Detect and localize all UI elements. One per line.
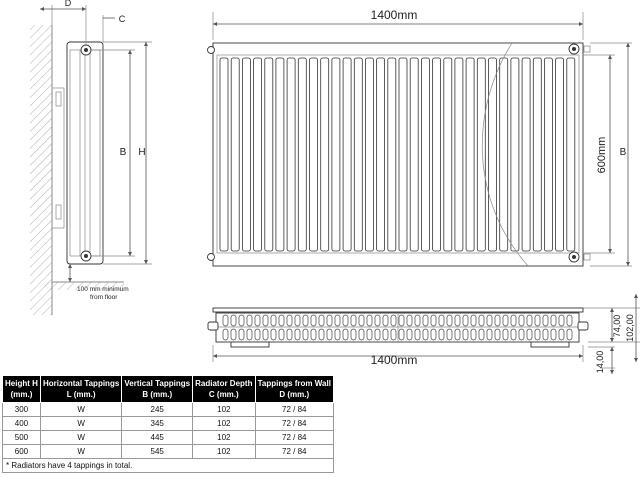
convector-fin-lower <box>567 329 572 340</box>
convector-fin-lower <box>335 329 340 340</box>
side-view <box>30 0 152 315</box>
convector-fin-lower <box>535 329 540 340</box>
convector-fin-upper <box>319 315 324 326</box>
radiator-fin <box>511 58 519 251</box>
convector-fin-lower <box>431 329 436 340</box>
convector-fin-lower <box>327 329 332 340</box>
radiator-fin <box>254 58 262 251</box>
convector-fin-lower <box>263 329 268 340</box>
radiator-fin <box>477 58 485 251</box>
floor-note-line2: from floor <box>90 294 118 301</box>
radiator-fin <box>298 58 306 251</box>
convector-fin-upper <box>271 315 276 326</box>
front-top-left-tapping <box>208 47 215 54</box>
convector-fin-upper <box>551 315 556 326</box>
radiator-fin <box>276 58 284 251</box>
convector-fin-lower <box>359 329 364 340</box>
radiator-fin <box>421 58 429 251</box>
convector-fin-lower <box>311 329 316 340</box>
convector-fin-lower <box>351 329 356 340</box>
convector-fin-upper <box>295 315 300 326</box>
front-height-label: 600mm <box>596 136 608 174</box>
convector-fin-lower <box>423 329 428 340</box>
radiator-fin <box>287 58 295 251</box>
radiator-fin <box>455 58 463 251</box>
convector-fin-lower <box>231 329 236 340</box>
table-footnote-row <box>3 459 334 473</box>
front-width-label: 1400mm <box>370 8 418 22</box>
convector-fin-lower <box>543 329 548 340</box>
convector-fin-lower <box>439 329 444 340</box>
convector-fin-lower <box>223 329 228 340</box>
convector-fin-upper <box>367 315 372 326</box>
convector-fin-lower <box>271 329 276 340</box>
floor-note-line1: 100 mm minimum <box>77 286 129 293</box>
convector-fin-lower <box>503 329 508 340</box>
header-height: Height H (mm.) <box>3 376 41 403</box>
convector-fin-lower <box>247 329 252 340</box>
convector-fin-lower <box>511 329 516 340</box>
convector-fin-upper <box>303 315 308 326</box>
convector-fin-lower <box>295 329 300 340</box>
depth-bottom-label: 14,00 <box>595 350 605 374</box>
radiator-fin <box>399 58 407 251</box>
convector-fin-upper <box>247 315 252 326</box>
convector-fin-upper <box>423 315 428 326</box>
convector-fin-upper <box>263 315 268 326</box>
radiator-fin <box>321 58 329 251</box>
top-panel-body <box>216 313 579 342</box>
top-right-bracket <box>531 342 569 347</box>
convector-fin-lower <box>391 329 396 340</box>
convector-fin-lower <box>455 329 460 340</box>
convector-fin-upper <box>415 315 420 326</box>
convector-fin-upper <box>327 315 332 326</box>
convector-fin-upper <box>255 315 260 326</box>
wall-bracket <box>52 88 64 228</box>
d-label: D <box>64 0 72 8</box>
convector-fin-lower <box>383 329 388 340</box>
radiator-fin <box>377 58 385 251</box>
convector-fin-upper <box>447 315 452 326</box>
convector-fin-upper <box>455 315 460 326</box>
convector-fin-upper <box>399 315 404 326</box>
radiator-fin <box>500 58 508 251</box>
front-bottom-left-tapping <box>208 254 215 261</box>
radiator-fin <box>365 58 373 251</box>
b-label: B <box>119 147 127 158</box>
top-left-bracket <box>231 342 269 347</box>
top-width-label: 1400mm <box>370 353 418 367</box>
radiator-fin <box>444 58 452 251</box>
radiator-fin <box>544 58 552 251</box>
convector-fin-upper <box>439 315 444 326</box>
top-cover <box>213 308 583 312</box>
header-vertical-tappings: Vertical Tappings B (mm.) <box>122 376 193 403</box>
convector-fin-lower <box>495 329 500 340</box>
top-left-plug <box>208 322 218 330</box>
radiator-fin <box>533 58 541 251</box>
convector-fin-lower <box>407 329 412 340</box>
radiator-fin <box>489 58 497 251</box>
radiator-fin <box>265 58 273 251</box>
convector-fin-upper <box>231 315 236 326</box>
radiator-fin <box>231 58 239 251</box>
radiator-fin <box>556 58 564 251</box>
convector-fin-upper <box>463 315 468 326</box>
convector-fin-lower <box>487 329 492 340</box>
convector-fin-upper <box>519 315 524 326</box>
wall-hatching <box>30 25 52 315</box>
convector-fin-lower <box>463 329 468 340</box>
convector-fin-upper <box>511 315 516 326</box>
convector-fin-upper <box>471 315 476 326</box>
convector-fin-lower <box>479 329 484 340</box>
convector-fin-lower <box>519 329 524 340</box>
convector-fin-upper <box>431 315 436 326</box>
radiator-fin <box>433 58 441 251</box>
convector-fin-upper <box>487 315 492 326</box>
depth-total-label: 102,00 <box>625 314 635 342</box>
convector-fin-upper <box>359 315 364 326</box>
header-radiator-depth: Radiator Depth C (mm.) <box>193 376 255 403</box>
convector-fin-lower <box>399 329 404 340</box>
convector-fin-upper <box>223 315 228 326</box>
convector-fin-upper <box>287 315 292 326</box>
c-label: C <box>118 14 126 24</box>
radiator-fin <box>220 58 228 251</box>
convector-fin-lower <box>319 329 324 340</box>
convector-fin-lower <box>447 329 452 340</box>
radiator-fin <box>567 58 575 251</box>
convector-fin-upper <box>239 315 244 326</box>
table-row: 300 W 245 102 72 / 84 <box>3 403 334 417</box>
radiator-fin <box>522 58 530 251</box>
depth-top-label: 74,00 <box>612 314 622 338</box>
convector-fin-upper <box>311 315 316 326</box>
radiator-fin <box>388 58 396 251</box>
header-horizontal-tappings: Horizontal Tappings L (mm.) <box>40 376 121 403</box>
convector-fin-lower <box>279 329 284 340</box>
convector-fin-upper <box>351 315 356 326</box>
convector-fin-lower <box>551 329 556 340</box>
convector-fin-lower <box>415 329 420 340</box>
table-row: 600 W 545 102 72 / 84 <box>3 445 334 459</box>
convector-fin-upper <box>495 315 500 326</box>
radiator-fin <box>410 58 418 251</box>
convector-fin-upper <box>383 315 388 326</box>
radiator-fin <box>310 58 318 251</box>
front-b-label: B <box>619 147 627 158</box>
convector-fin-lower <box>367 329 372 340</box>
convector-fin-upper <box>479 315 484 326</box>
convector-fin-lower <box>471 329 476 340</box>
convector-fin-lower <box>527 329 532 340</box>
header-tappings-from-wall: Tappings from Wall D (mm.) <box>255 376 333 403</box>
convector-fin-upper <box>407 315 412 326</box>
table-footnote: * Radiators have 4 tappings in total. <box>3 459 334 473</box>
convector-fin-lower <box>287 329 292 340</box>
convector-fin-lower <box>343 329 348 340</box>
convector-fin-upper <box>527 315 532 326</box>
convector-fin-lower <box>303 329 308 340</box>
convector-fin-upper <box>391 315 396 326</box>
front-view <box>208 8 633 266</box>
convector-fin-lower <box>239 329 244 340</box>
table-row: 400 W 345 102 72 / 84 <box>3 417 334 431</box>
convector-fin-upper <box>535 315 540 326</box>
convector-fin-upper <box>567 315 572 326</box>
convector-fin-upper <box>543 315 548 326</box>
table-row: 500 W 445 102 72 / 84 <box>3 431 334 445</box>
convector-fin-upper <box>343 315 348 326</box>
convector-fin-upper <box>335 315 340 326</box>
spec-table-header <box>3 376 334 403</box>
radiator-fin <box>242 58 250 251</box>
radiator-fin <box>466 58 474 251</box>
top-view <box>208 294 640 374</box>
spec-table <box>2 375 334 473</box>
radiator-fin <box>354 58 362 251</box>
convector-fin-upper <box>279 315 284 326</box>
radiator-fin <box>332 58 340 251</box>
convector-fin-upper <box>559 315 564 326</box>
top-right-plug <box>578 322 588 330</box>
convector-fin-lower <box>375 329 380 340</box>
convector-fin-upper <box>375 315 380 326</box>
h-label: H <box>138 147 146 158</box>
convector-fin-lower <box>559 329 564 340</box>
convector-fin-upper <box>503 315 508 326</box>
radiator-fin <box>343 58 351 251</box>
convector-fin-lower <box>255 329 260 340</box>
